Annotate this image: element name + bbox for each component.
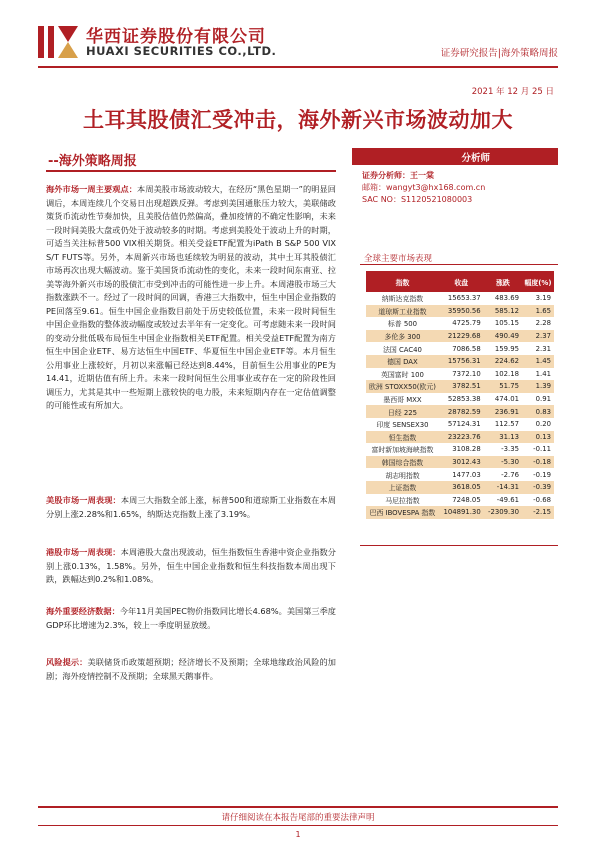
value-cell: -2309.30: [484, 506, 522, 519]
section-us-market: [46, 494, 336, 521]
table-row: [366, 506, 554, 519]
section-text: 本周美股市场波动较大，在经历“黑色星期一”的明显回调后，本周连续几个交易日出现超跌反弹。考虑到美国通胀压力较大，美联储政策货币流动性节奏加快，且美股估值仍然偏高，叠加疫情的不确定性影响，未来一段时间美股大盘或仍处于波动较多的时期。考虑到美股处于波动上升的时期，可适当关注标普500 VIX相关期货。相关受益ETF配置为iPath B S&P 500 VIX S/T FUTS等。另外，本周新兴市场也延续较为明显的波动，其中土耳其股债汇市场再次出现大幅波动。鉴于美国货币流动性的变化，未来一段时间东南亚、拉美等海外新兴市场的股债汇市受到冲击的可能性进一步上升。本周港股市场三大指数涨跌不一。经过了一段时间的回调，香港三大指数中，恒生中国企业指数的PE回落至9.61。恒生中国企业指数目前处于历史较低位置，未来一段时间恒生中国企业指数的整体波动幅度或较过去半年有一定变化。可考虑随未来一段时间的变动分批低吸布局恒生中国企业指数相关ETF配置。相关受益ETF配置为南方恒生中国企业ETF、易方达恒生中国ETF、华夏恒生中国企业ETF等。本月恒生公用事业上涨较好，月初以来涨幅已经达到8.44%，目前恒生公用事业的PE为14.41，近期估值有所上升。未来一段时间恒生公用事业或存在一定的阶段性回调压力，尤其是其中一些短期上涨较快的电力股，未来短期内存在一定估值调整的可能性或有所加大。: [46, 184, 336, 410]
index-name-cell: 恒生指数: [366, 431, 439, 444]
subtitle-divider: [46, 170, 336, 172]
table-row: [366, 494, 554, 507]
value-cell: -49.61: [496, 495, 519, 504]
value-cell: 104891.30: [439, 506, 484, 519]
value-cell: 15653.37: [447, 294, 481, 303]
table-row: [366, 355, 554, 368]
value-cell: 2.28: [535, 319, 551, 328]
value-cell: 2.31: [535, 344, 551, 353]
section-text: 今年11月美国PEC物价指数同比增长4.68%。美国第三季度GDP环比增速为2.3%，较上一季度明显放缓。: [46, 606, 336, 630]
value-cell: 15756.31: [439, 355, 484, 368]
table-row: [366, 292, 554, 305]
table-row: [366, 330, 554, 343]
index-name-cell: 道琼斯工业指数: [366, 305, 439, 318]
section-hk-market: [46, 546, 336, 587]
section-text: 美联储货币政策超预期；经济增长不及预期；全球地缘政治风险的加剧；海外疫情控制不及预期；全球黑天鹅事件。: [46, 657, 336, 681]
table-row: [366, 456, 554, 469]
value-cell: 490.49: [484, 330, 522, 343]
value-cell: 23223.76: [439, 431, 484, 444]
analyst-email: 邮箱：wangyt3@hx168.com.cn: [362, 183, 486, 192]
table-row: [366, 368, 554, 381]
page-number: 1: [295, 830, 301, 839]
table-row: [366, 393, 554, 406]
index-name-cell: 马尼拉指数: [385, 496, 420, 505]
legal-notice: 请仔细阅读在本报告尾部的重要法律声明: [221, 813, 375, 823]
value-cell: -3.35: [501, 445, 519, 454]
index-name-cell: 英国富时 100: [381, 370, 424, 379]
value-cell: 3012.43: [439, 456, 484, 469]
index-name-cell: 上证指数: [366, 481, 439, 494]
value-cell: 474.01: [494, 395, 519, 404]
index-name-cell: 欧洲 STOXX50(欧元): [366, 380, 439, 393]
table-row: [366, 431, 554, 444]
section-heading: 海外市场一周主要观点：: [46, 184, 138, 194]
value-cell: -5.30: [484, 456, 522, 469]
report-category: 证券研究报告|海外策略周报: [440, 48, 558, 59]
analyst-name: 证券分析师：王一棠: [362, 171, 434, 180]
table-header-row: [366, 271, 554, 292]
value-cell: 7086.58: [452, 344, 481, 353]
huaxi-logo-icon: [38, 24, 78, 58]
section-text: 本周港股大盘出现波动，恒生指数恒生香港中资企业指数分别上涨0.13%，1.58%。另外，恒生中国企业指数和恒生科技指数本周出现下跌，跌幅达到0.2%和1.08%。: [46, 547, 336, 584]
value-cell: -0.19: [533, 470, 551, 479]
section-economic-data: [46, 605, 336, 632]
table-row: [366, 405, 554, 418]
value-cell: -14.31: [484, 481, 522, 494]
value-cell: 3108.28: [452, 445, 481, 454]
report-subtitle: --海外策略周报: [48, 154, 137, 169]
section-heading: 风险提示：: [46, 657, 88, 667]
value-cell: 1.65: [522, 305, 554, 318]
section-text: 本周三大指数全部上涨，标普500和道琼斯工业指数在本周分别上涨2.28%和1.65%，纳斯达克指数上涨了3.19%。: [46, 495, 336, 519]
value-cell: 585.12: [484, 305, 522, 318]
section-heading: 港股市场一周表现：: [46, 547, 121, 557]
index-name-cell: 德国 DAX: [366, 355, 439, 368]
index-name-cell: 墨西哥 MXX: [383, 396, 422, 405]
analyst-header: 分析师: [352, 148, 558, 165]
value-cell: 3.19: [535, 294, 551, 303]
index-name-cell: 富时新加坡海峡指数: [371, 446, 434, 455]
market-table-title: 全球主要市场表现: [364, 254, 433, 264]
header-divider: [38, 66, 558, 68]
section-heading: 美股市场一周表现：: [46, 495, 121, 505]
value-cell: 112.57: [494, 420, 519, 429]
value-cell: 57124.31: [447, 420, 481, 429]
value-cell: 1477.03: [452, 470, 481, 479]
value-cell: 35950.56: [439, 305, 484, 318]
index-name-cell: 巴西 IBOVESPA 指数: [366, 506, 439, 519]
column-header: 幅度(%): [522, 271, 554, 292]
analyst-sac: SAC NO：S1120521080003: [362, 195, 473, 204]
index-name-cell: 日经 225: [366, 405, 439, 418]
value-cell: -2.76: [501, 470, 519, 479]
value-cell: 0.13: [522, 431, 554, 444]
value-cell: 105.15: [494, 319, 519, 328]
value-cell: 1.41: [535, 369, 551, 378]
value-cell: 3618.05: [439, 481, 484, 494]
column-header: 收盘: [439, 271, 484, 292]
index-name-cell: 多伦多 300: [366, 330, 439, 343]
value-cell: 7248.05: [452, 495, 481, 504]
value-cell: 0.83: [522, 405, 554, 418]
value-cell: 4725.79: [452, 319, 481, 328]
value-cell: 7372.10: [452, 369, 481, 378]
market-table: [366, 271, 554, 519]
value-cell: 224.62: [484, 355, 522, 368]
value-cell: 483.69: [494, 294, 519, 303]
column-header: 涨跌: [484, 271, 522, 292]
section-risk: [46, 656, 336, 683]
market-table-bottom-rule: [360, 545, 558, 546]
value-cell: 2.37: [522, 330, 554, 343]
section-heading: 海外重要经济数据：: [46, 606, 120, 616]
footer-divider-bottom: [38, 825, 558, 826]
value-cell: 236.91: [484, 405, 522, 418]
table-row: [366, 443, 554, 456]
analyst-info: [362, 170, 485, 206]
table-row: [366, 380, 554, 393]
table-row: [366, 468, 554, 481]
table-row: [366, 481, 554, 494]
value-cell: -0.11: [533, 445, 551, 454]
index-name-cell: 印度 SENSEX30: [376, 421, 429, 430]
value-cell: 51.75: [484, 380, 522, 393]
report-date: 2021 年 12 月 25 日: [471, 87, 554, 97]
table-row: [366, 305, 554, 318]
value-cell: -0.18: [522, 456, 554, 469]
footer-divider-top: [38, 806, 558, 808]
value-cell: -2.15: [522, 506, 554, 519]
table-row: [366, 418, 554, 431]
market-table-divider: [360, 264, 558, 265]
value-cell: 28782.59: [439, 405, 484, 418]
column-header: 指数: [366, 271, 439, 292]
table-row: [366, 342, 554, 355]
value-cell: 21229.68: [439, 330, 484, 343]
value-cell: 159.95: [494, 344, 519, 353]
company-name-en: HUAXI SECURITIES CO.,LTD.: [86, 44, 277, 58]
value-cell: 3782.51: [439, 380, 484, 393]
company-name-cn: 华西证券股份有限公司: [86, 27, 266, 47]
index-name-cell: 胡志明指数: [385, 471, 420, 480]
table-row: [366, 317, 554, 330]
value-cell: 1.39: [522, 380, 554, 393]
section-overview: [46, 183, 336, 413]
index-name-cell: 法国 CAC40: [382, 345, 422, 354]
index-name-cell: 纳斯达克指数: [381, 295, 424, 304]
value-cell: 1.45: [522, 355, 554, 368]
value-cell: 102.18: [494, 369, 519, 378]
index-name-cell: 标普 500: [387, 320, 418, 329]
report-title: 土耳其股债汇受冲击，海外新兴市场波动加大: [83, 108, 513, 132]
value-cell: 52853.38: [447, 395, 481, 404]
value-cell: -0.68: [533, 495, 551, 504]
index-name-cell: 韩国综合指数: [366, 456, 439, 469]
value-cell: 31.13: [484, 431, 522, 444]
value-cell: 0.20: [535, 420, 551, 429]
value-cell: 0.91: [535, 395, 551, 404]
value-cell: -0.39: [522, 481, 554, 494]
